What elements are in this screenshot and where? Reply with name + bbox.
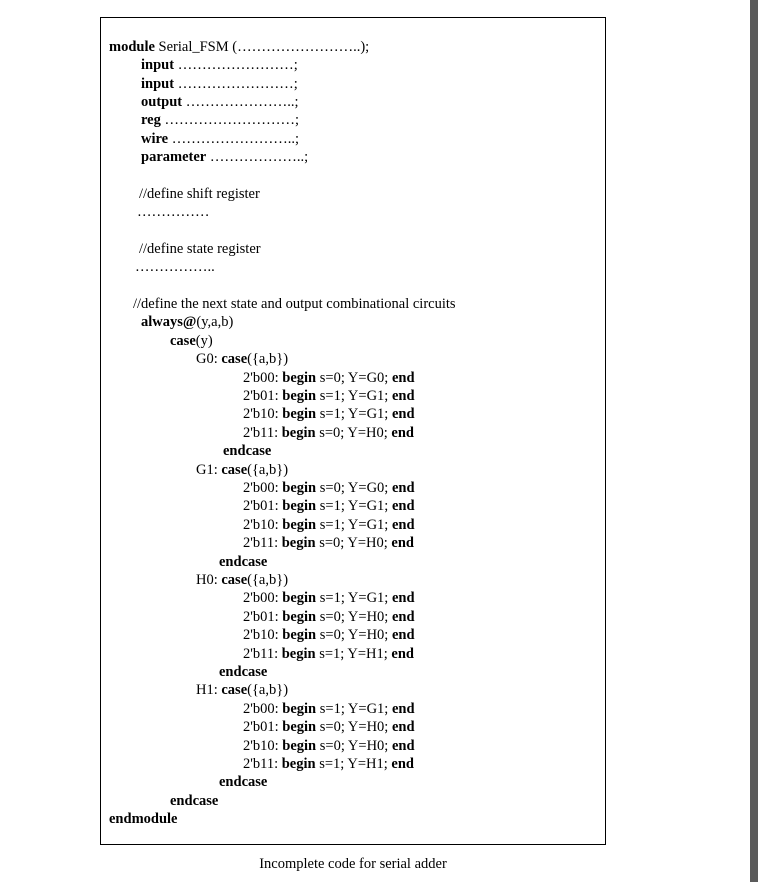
- case-item-body: s=1; Y=G1;: [316, 388, 392, 404]
- case-selector: ({a,b}): [247, 351, 289, 367]
- comment-next-state: //define the next state and output combinational circuits: [133, 296, 456, 312]
- state-case-line: [196, 681, 288, 699]
- end-keyword: end: [391, 590, 415, 606]
- declaration-blank: ……………………;: [174, 76, 298, 92]
- case-y-line: [170, 332, 213, 350]
- case-item-body: s=0; Y=G0;: [316, 370, 392, 386]
- begin-keyword: begin: [282, 738, 317, 754]
- case-item-line: [243, 700, 415, 718]
- case-item-value: 2'b11:: [243, 425, 282, 441]
- end-keyword: end: [391, 738, 415, 754]
- case-item-value: 2'b10:: [243, 738, 283, 754]
- begin-keyword: begin: [282, 517, 317, 533]
- end-keyword: end: [391, 627, 415, 643]
- case-item-line: [243, 737, 415, 755]
- module-keyword: module: [109, 39, 155, 55]
- case-item-value: 2'b00:: [243, 370, 283, 386]
- declaration-line: [141, 111, 299, 129]
- end-keyword: end: [391, 425, 414, 441]
- end-keyword: end: [391, 517, 415, 533]
- case-item-value: 2'b00:: [243, 701, 283, 717]
- case-item-value: 2'b11:: [243, 535, 282, 551]
- declaration-line: [141, 75, 298, 93]
- case-item-value: 2'b10:: [243, 517, 283, 533]
- case-item-value: 2'b10:: [243, 627, 283, 643]
- state-case-line: [196, 461, 288, 479]
- end-keyword: end: [391, 535, 414, 551]
- case-keyword: case: [221, 682, 248, 698]
- declaration-blank: ……………………;: [174, 57, 298, 73]
- endmodule-keyword: endmodule: [109, 811, 178, 827]
- case-item-line: [243, 369, 415, 387]
- case-item-value: 2'b01:: [243, 609, 283, 625]
- endcase-keyword: endcase: [219, 554, 268, 570]
- case-item-line: [243, 387, 415, 405]
- case-item-line: [243, 534, 414, 552]
- case-item-body: s=0; Y=H0;: [316, 719, 392, 735]
- declaration-keyword: wire: [141, 131, 169, 147]
- case-item-line: [243, 516, 415, 534]
- case-item-body: s=1; Y=G1;: [316, 498, 392, 514]
- case-item-line: [243, 718, 415, 736]
- end-keyword: end: [391, 701, 415, 717]
- end-keyword: end: [391, 388, 415, 404]
- declaration-blank: …………………..;: [182, 94, 299, 110]
- begin-keyword: begin: [281, 425, 316, 441]
- state-label: G0:: [196, 351, 222, 367]
- end-keyword: end: [391, 370, 415, 386]
- end-keyword: end: [391, 646, 414, 662]
- case-item-line: [243, 755, 414, 773]
- state-label: G1:: [196, 462, 222, 478]
- state-case-line: [196, 350, 288, 368]
- always-line: [141, 313, 233, 331]
- case-item-line: [243, 645, 414, 663]
- case-item-value: 2'b11:: [243, 756, 282, 772]
- declaration-keyword: input: [141, 76, 175, 92]
- end-keyword: end: [391, 498, 415, 514]
- case-item-body: s=0; Y=H0;: [315, 425, 392, 441]
- state-register-blank: ……………..: [135, 259, 215, 275]
- end-keyword: end: [391, 480, 415, 496]
- end-keyword: end: [391, 719, 415, 735]
- declaration-keyword: input: [141, 57, 175, 73]
- comment-state-register: //define state register: [139, 241, 261, 257]
- declaration-blank: ………………..;: [206, 149, 309, 165]
- begin-keyword: begin: [282, 498, 317, 514]
- declaration-keyword: reg: [141, 112, 161, 128]
- begin-keyword: begin: [282, 388, 317, 404]
- case-keyword: case: [170, 333, 196, 349]
- case-item-value: 2'b00:: [243, 590, 283, 606]
- case-item-line: [243, 479, 415, 497]
- module-header-line: [109, 38, 369, 56]
- case-selector: ({a,b}): [247, 682, 289, 698]
- module-header-end: );: [360, 39, 370, 55]
- case-item-value: 2'b00:: [243, 480, 283, 496]
- case-item-line: [243, 626, 415, 644]
- module-ports-blank: ……………………..: [237, 39, 361, 55]
- declaration-line: [141, 148, 308, 166]
- end-keyword: end: [391, 406, 415, 422]
- case-item-body: s=1; Y=G1;: [316, 517, 392, 533]
- endcase-keyword: endcase: [223, 443, 272, 459]
- case-item-body: s=1; Y=H1;: [315, 756, 392, 772]
- case-selector: ({a,b}): [247, 572, 289, 588]
- comment-shift-register: //define shift register: [139, 186, 260, 202]
- declaration-blank: ……………………..;: [168, 131, 300, 147]
- figure-caption: Incomplete code for serial adder: [259, 856, 447, 872]
- case-item-value: 2'b01:: [243, 388, 283, 404]
- state-label: H0:: [196, 572, 222, 588]
- declaration-line: [141, 56, 298, 74]
- case-item-line: [243, 497, 415, 515]
- state-label: H1:: [196, 682, 222, 698]
- begin-keyword: begin: [282, 590, 317, 606]
- endcase-keyword: endcase: [219, 664, 268, 680]
- end-keyword: end: [391, 609, 415, 625]
- declaration-keyword: parameter: [141, 149, 207, 165]
- sensitivity-list: (y,a,b): [196, 314, 234, 330]
- case-item-body: s=0; Y=H0;: [315, 535, 392, 551]
- case-selector: ({a,b}): [247, 462, 289, 478]
- window-edge-bar: [750, 0, 758, 882]
- case-item-line: [243, 608, 415, 626]
- case-item-value: 2'b11:: [243, 646, 282, 662]
- endcase-keyword: endcase: [219, 774, 268, 790]
- case-selector: (y): [195, 333, 213, 349]
- begin-keyword: begin: [281, 756, 316, 772]
- begin-keyword: begin: [281, 535, 316, 551]
- case-item-value: 2'b10:: [243, 406, 283, 422]
- shift-register-blank: ……………: [137, 204, 210, 220]
- case-item-body: s=1; Y=G1;: [316, 701, 392, 717]
- begin-keyword: begin: [282, 701, 317, 717]
- case-item-body: s=0; Y=H0;: [316, 738, 392, 754]
- case-item-body: s=1; Y=H1;: [315, 646, 392, 662]
- always-keyword: always@: [141, 314, 197, 330]
- code-listing-box: [100, 17, 606, 845]
- case-item-value: 2'b01:: [243, 719, 283, 735]
- begin-keyword: begin: [281, 646, 316, 662]
- case-item-line: [243, 424, 414, 442]
- begin-keyword: begin: [282, 609, 317, 625]
- case-item-body: s=0; Y=H0;: [316, 609, 392, 625]
- module-name: Serial_FSM (: [154, 39, 238, 55]
- state-case-line: [196, 571, 288, 589]
- outer-endcase-keyword: endcase: [170, 793, 219, 809]
- case-item-body: s=1; Y=G1;: [316, 406, 392, 422]
- case-item-body: s=1; Y=G1;: [316, 590, 392, 606]
- case-item-body: s=0; Y=H0;: [316, 627, 392, 643]
- declaration-keyword: output: [141, 94, 183, 110]
- declaration-line: [141, 93, 299, 111]
- case-item-line: [243, 589, 415, 607]
- case-item-line: [243, 405, 415, 423]
- begin-keyword: begin: [282, 719, 317, 735]
- begin-keyword: begin: [282, 406, 317, 422]
- begin-keyword: begin: [282, 370, 317, 386]
- begin-keyword: begin: [282, 480, 317, 496]
- declaration-blank: ………………………;: [160, 112, 300, 128]
- begin-keyword: begin: [282, 627, 317, 643]
- case-item-value: 2'b01:: [243, 498, 283, 514]
- end-keyword: end: [391, 756, 414, 772]
- case-keyword: case: [221, 572, 248, 588]
- declaration-line: [141, 130, 299, 148]
- case-keyword: case: [221, 462, 248, 478]
- case-item-body: s=0; Y=G0;: [316, 480, 392, 496]
- case-keyword: case: [221, 351, 248, 367]
